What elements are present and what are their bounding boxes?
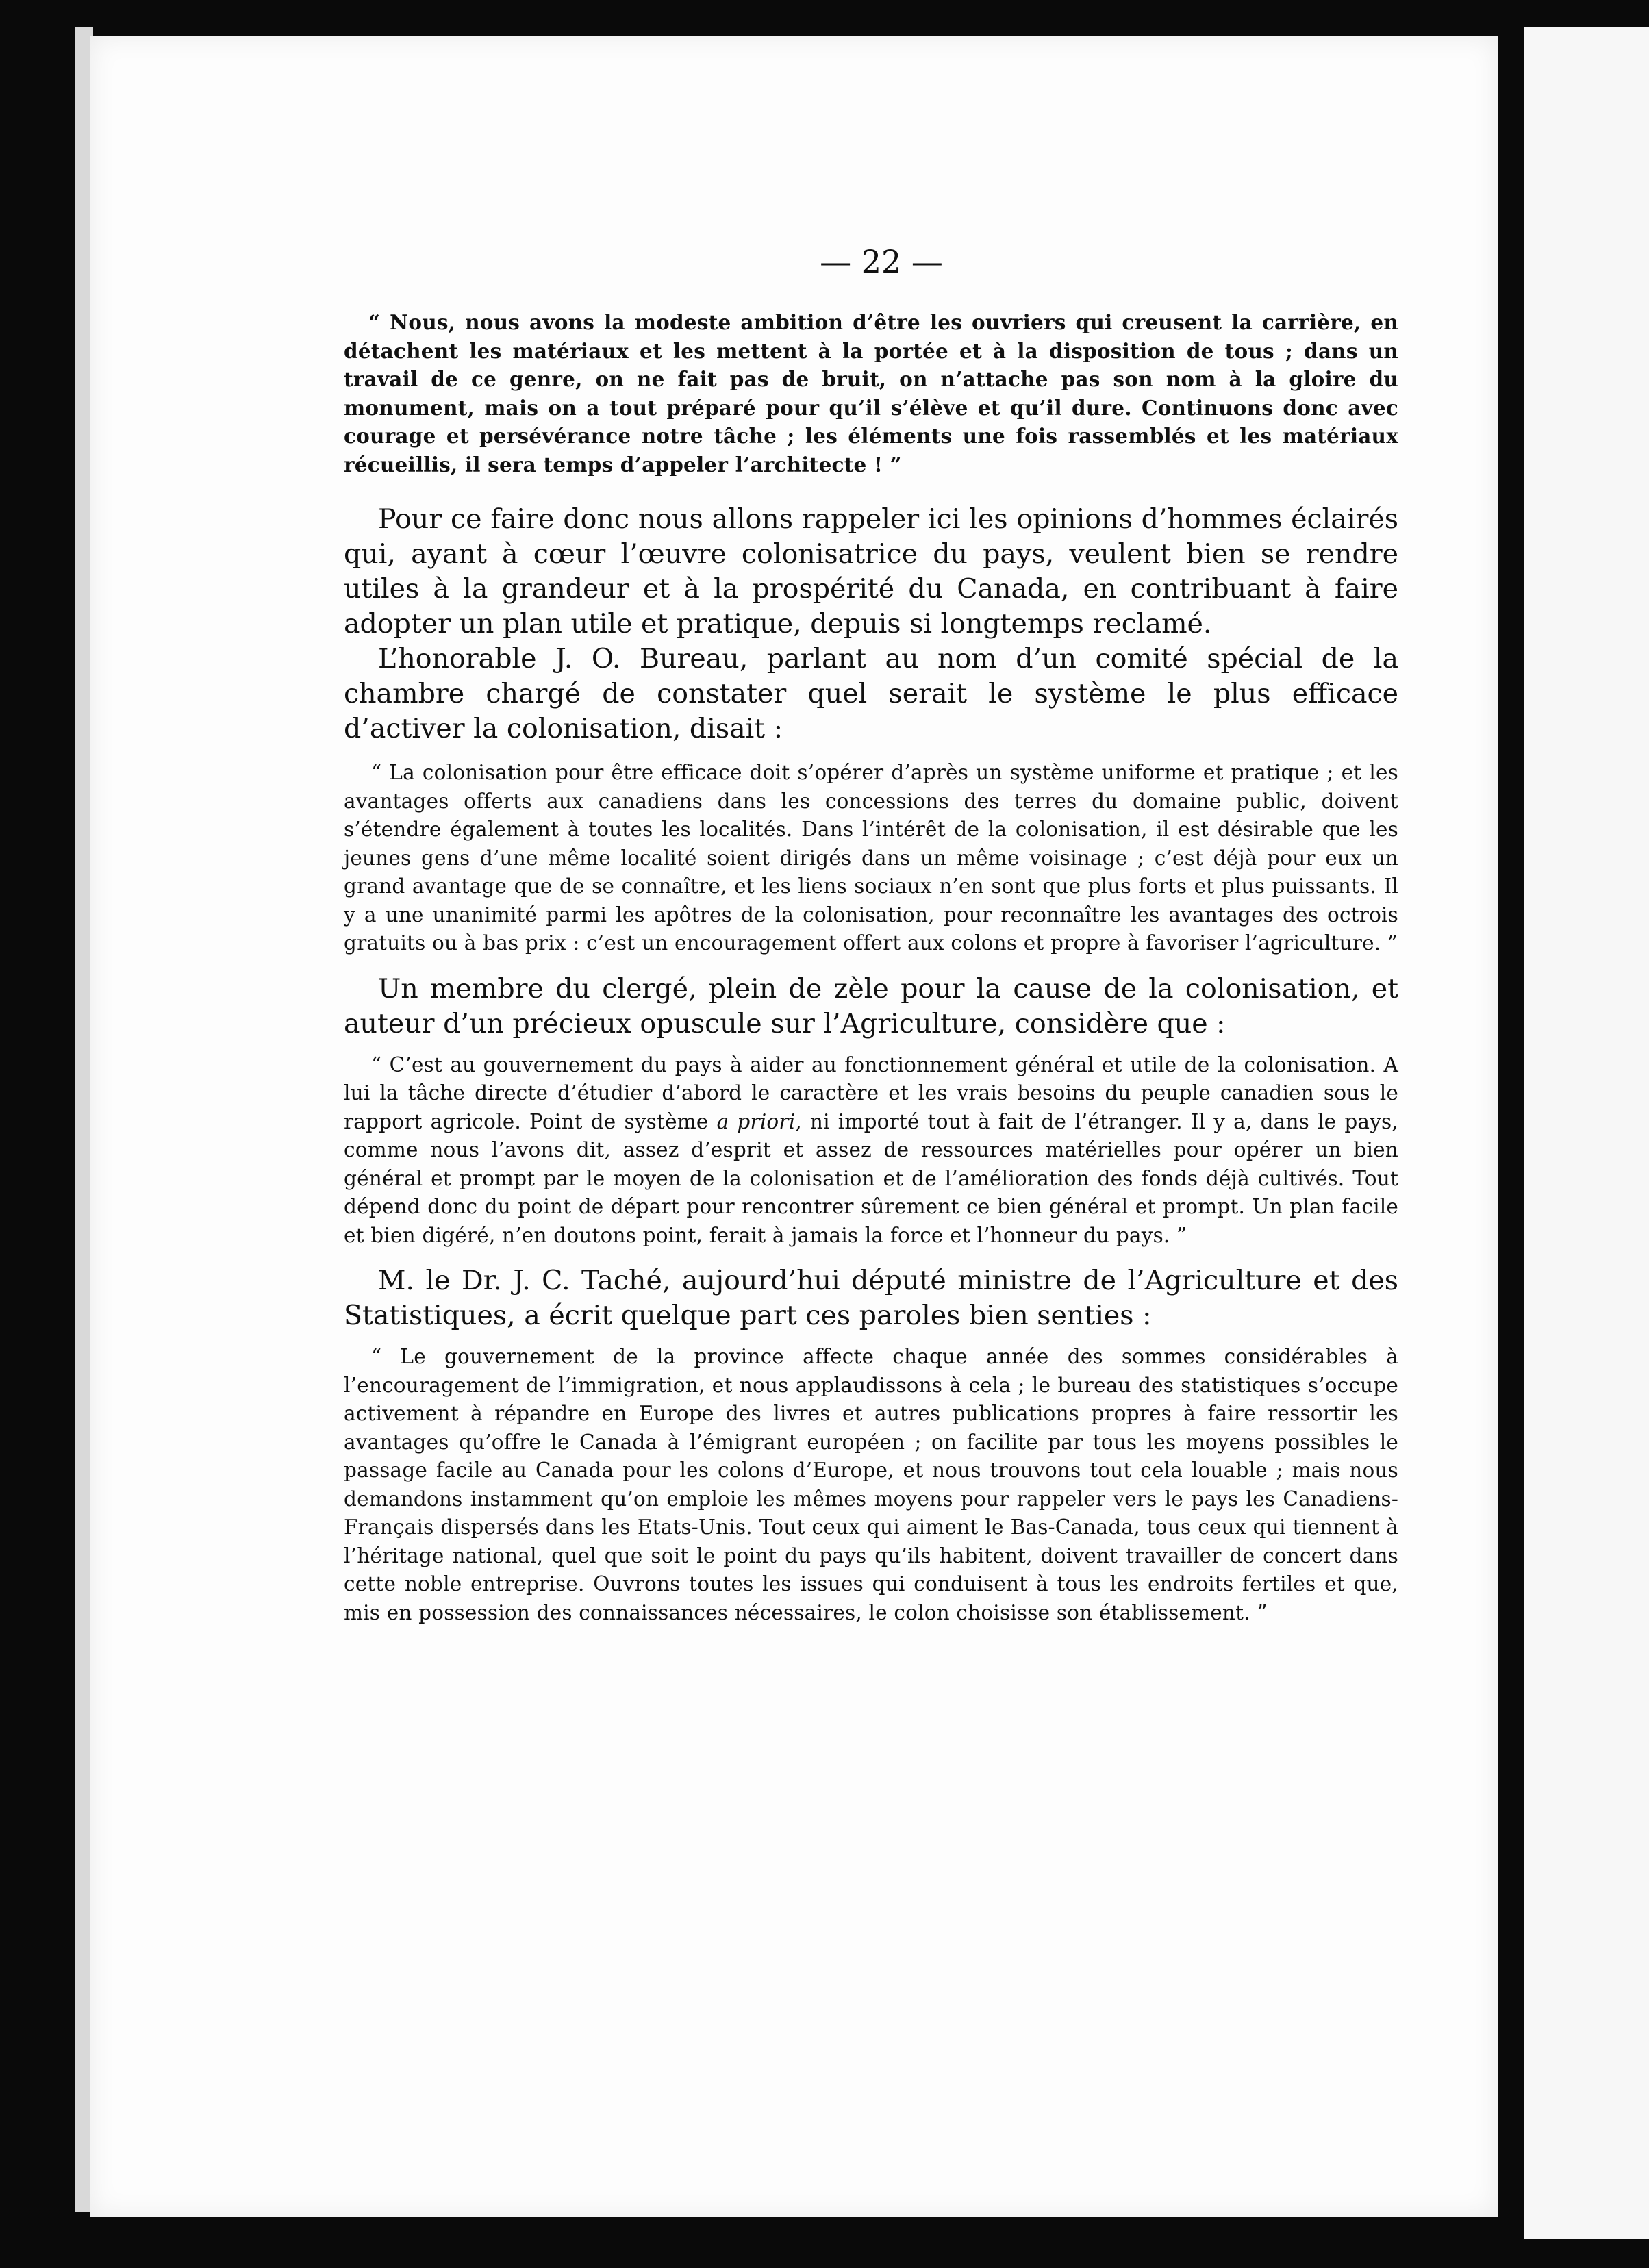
page-number: — 22 — <box>820 243 943 280</box>
quote-block: “ La colonisation pour être efficace doit s’opérer d’après un système uniforme et pratique ; et les avantages offerts aux canadiens dans les concessions des terres du domaine public, doivent s’étendre également à toutes les localités. Dans l’intérêt de la colonisation, il est désirable que les jeunes gens d’une même localité soient dirigés dans un même voisinage ; c’est déjà pour eux un grand avantage que de se connaître, et les liens sociaux n’en sont que plus forts et plus puissants. Il y a une unanimité parmi les apôtres de la colonisation, pour reconnaître les avantages des octrois gratuits ou à bas prix : c’est un encouragement offert aux colons et propre à favoriser l’agriculture. ” <box>344 761 1398 955</box>
quote-text: , ni importé tout à fait de l’étranger. Il y a, dans le pays, comme nous l’avons dit, assez d’esprit et assez de ressources matérielles pour opérer un bien général et prompt par le moyen de la colonisation et de l’amélioration des fonds déjà cultivés. Tout dépend donc du point de départ pour rencontrer sûrement ce bien général et prompt. Un plan facile et bien digéré, n’en doutons point, ferait à jamais la force et l’honneur du pays. ” <box>344 1109 1398 1247</box>
quote-italic-text: a priori <box>716 1109 796 1133</box>
page-text <box>344 241 1398 1627</box>
quote-block <box>344 1051 1398 1250</box>
quote-block: “ Le gouvernement de la province affecte chaque année des sommes considérables à l’encouragement de l’immigration, et nous applaudissons à cela ; le bureau des statistiques s’occupe activement à répandre en Europe des livres et autres publications propres à faire ressortir les avantages qu’offre le Canada à l’émigrant européen ; on facilite par tous les moyens possibles le passage facile au Canada pour les colons d’Europe, et nous trouvons tout cela louable ; mais nous demandons instamment qu’on emploie les mêmes moyens pour rappeler vers le pays les Canadiens-Français dispersés dans les Etats-Unis. Tout ceux qui aiment le Bas-Canada, tous ceux qui tiennent à l’héritage national, quel que soit le point du pays qu’ils habitent, doivent travailler de concert dans cette noble entreprise. Ouvrons toutes les issues qui conduisent à tous les endroits fertiles et que, mis en possession des connaissances nécessaires, le colon choisisse son établissement. ” <box>344 1345 1398 1624</box>
body-paragraph: L’honorable J. O. Bureau, parlant au nom d’un comité spécial de la chambre chargé de constater quel serait le système le plus efficace d’activer la colonisation, disait : <box>344 643 1398 744</box>
body-paragraph: Pour ce faire donc nous allons rappeler ici les opinions d’hommes éclairés qui, ayant à cœur l’œuvre colonisatrice du pays, veulent bien se rendre utiles à la grandeur et à la prospérité du Canada, en contribuant à faire adopter un plan utile et pratique, depuis si longtemps reclamé. <box>344 503 1398 640</box>
adjacent-page-edge <box>1524 27 1649 2239</box>
quote-text: “ C’est au gouvernement du pays à aider au fonctionnement général et utile de la colonisation. A lui la tâche directe d’étudier d’abord le caractère et les vrais besoins du peuple canadien sous le rapport agricole. Point de système <box>344 1053 1398 1133</box>
quote-block: “ Nous, nous avons la modeste ambition d’être les ouvriers qui creusent la carrière, en détachent les matériaux et les mettent à la portée et à la disposition de tous ; dans un travail de ce genre, on ne fait pas de bruit, on n’attache pas son nom à la gloire du monument, mais on a tout préparé pour qu’il s’élève et qu’il dure. Continuons donc avec courage et persévérance notre tâche ; les éléments une fois rassemblés et les matériaux récueillis, il sera temps d’appeler l’architecte ! ” <box>344 310 1398 477</box>
body-paragraph: M. le Dr. J. C. Taché, aujourd’hui député ministre de l’Agriculture et des Statistiques, a écrit quelque part ces paroles bien senties : <box>344 1265 1398 1331</box>
body-paragraph: Un membre du clergé, plein de zèle pour la cause de la colonisation, et auteur d’un précieux opuscule sur l’Agriculture, considère que : <box>344 972 1398 1040</box>
